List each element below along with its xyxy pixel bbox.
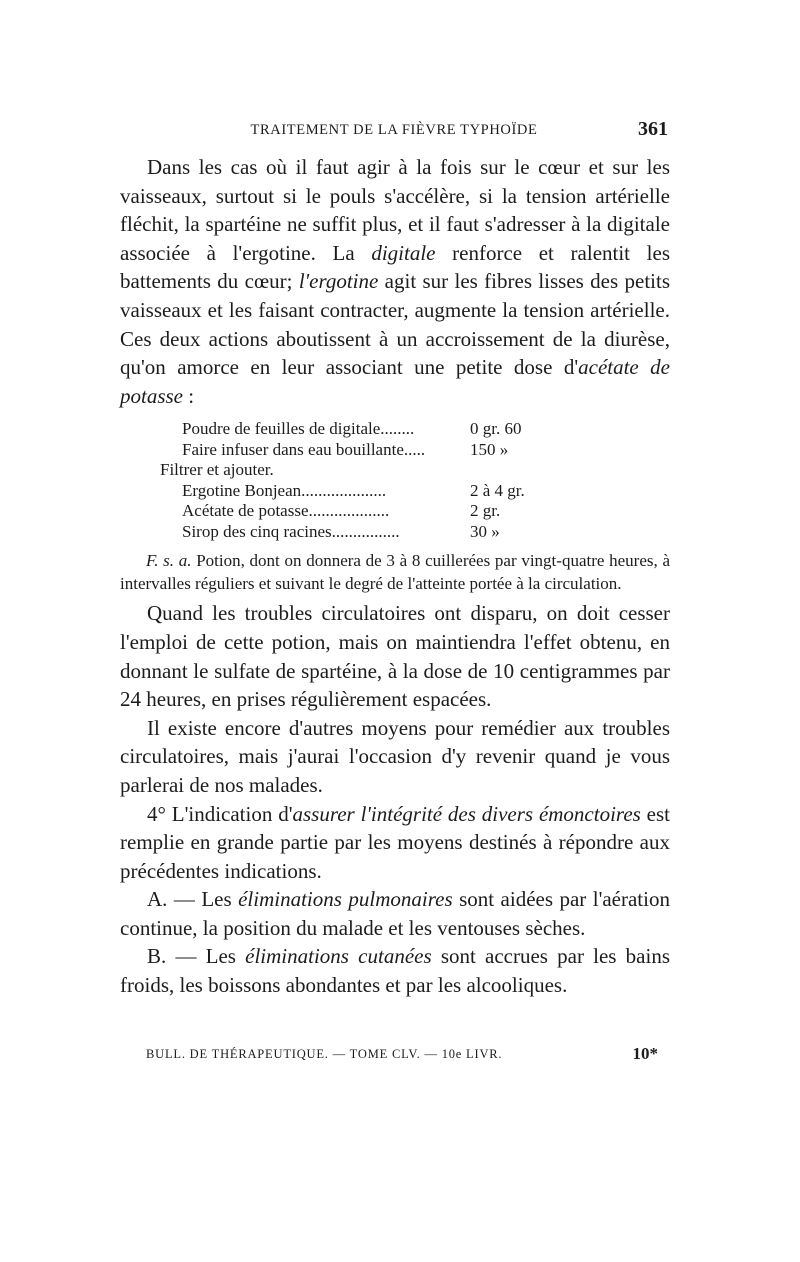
page-footer: [146, 1044, 658, 1066]
running-title: TRAITEMENT DE LA FIÈVRE TYPHOÏDE: [250, 122, 538, 138]
formula-note: [120, 550, 670, 595]
text-run: :: [183, 383, 195, 408]
formula-line: [120, 501, 670, 522]
paragraph-cutanees: [120, 942, 670, 999]
text-run: B. — Les: [147, 944, 246, 969]
formula-ingredient: Sirop des cinq racines................: [182, 521, 400, 541]
formula-quantity: 2 à 4 gr.: [470, 480, 525, 500]
formula-line: [120, 419, 670, 440]
italic-term: assurer l'intégrité des divers émonctoires: [292, 801, 641, 826]
formula-line: [120, 522, 670, 543]
page-number: 361: [638, 118, 668, 140]
formula-instruction: Filtrer et ajouter.: [160, 460, 274, 480]
italic-term: éliminations pulmonaires: [238, 887, 453, 912]
formula-line: [120, 481, 670, 502]
formula-line: [120, 460, 670, 481]
text-run: agit sur les fibres lisses des petits vaisseaux et les faisant contracter, augmente la tension artérielle. Ces deux actions aboutissent à un accroissement de la diurèse, qu'on amorce en leur associant une petite dose d': [120, 269, 670, 380]
signature-line: BULL. DE THÉRAPEUTIQUE. — TOME CLV. — 10e LIVR.: [146, 1047, 503, 1061]
paragraph-emonctoires: [120, 800, 670, 886]
formula-ingredient: Poudre de feuilles de digitale........: [182, 419, 415, 439]
text-run: A. — Les: [147, 887, 239, 912]
text-run: sont aidées par l'aération continue, la position du malade et les ventouses sèches.: [120, 887, 670, 940]
text-run: Potion, dont on donnera de 3 à 8 cuillerées par vingt-quatre heures, à intervalles réguliers et suivant le degré de l'atteinte portée à la circulation.: [120, 551, 671, 593]
italic-term: acétate de potasse: [120, 355, 670, 408]
formula-line: [120, 440, 670, 461]
text-run: renforce et ralentit les battements du cœur;: [120, 240, 670, 294]
body-text: [120, 153, 670, 1000]
text-run: est remplie en grande partie par les moyens destinés à répondre aux précédentes indications.: [120, 801, 671, 883]
formula-quantity: 2 gr.: [470, 501, 501, 521]
formula-ingredient: Ergotine Bonjean....................: [182, 480, 387, 500]
paragraph-digitale: [120, 153, 670, 410]
prescription-formula: [120, 419, 670, 542]
paragraph-pulmonaires: [120, 885, 670, 942]
paragraph-autres-moyens: Il existe encore d'autres moyens pour remédier aux troubles circulatoires, mais j'aurai l'occasion d'y revenir quand je vous parlerai de nos malades.: [120, 715, 670, 797]
formula-ingredient: Faire infuser dans eau bouillante.....: [182, 439, 426, 459]
formula-quantity: 0 gr. 60: [470, 419, 522, 439]
text-run: 4° L'indication d': [147, 801, 293, 826]
formula-ingredient: Acétate de potasse...................: [182, 501, 390, 521]
italic-term: digitale: [371, 240, 436, 265]
text-run: sont accrues par les bains froids, les boissons abondantes et par les alcooliques.: [120, 944, 670, 998]
formula-quantity: 30 »: [470, 521, 500, 541]
italic-term: éliminations cutanées: [245, 944, 432, 969]
signature-mark: 10*: [632, 1044, 658, 1063]
formula-quantity: 150 »: [470, 439, 509, 459]
italic-abbreviation: F. s. a.: [146, 551, 192, 571]
text-run: Dans les cas où il faut agir à la fois sur le cœur et sur les vaisseaux, surtout si le pouls s'accélère, si la tension artérielle fléchit, la spartéine ne suffit plus, et il faut s'adresser à la digitale associée à l'ergotine. La: [120, 155, 670, 265]
page-header: [120, 118, 668, 142]
paragraph-spartéine: Quand les troubles circulatoires ont disparu, on doit cesser l'emploi de cette potion, mais on maintiendra l'effet obtenu, en donnant le sulfate de spartéine, à la dose de 10 centigrammes par 24 heures, en prises régulièrement espacées.: [120, 601, 670, 712]
italic-term: l'ergotine: [298, 269, 379, 294]
